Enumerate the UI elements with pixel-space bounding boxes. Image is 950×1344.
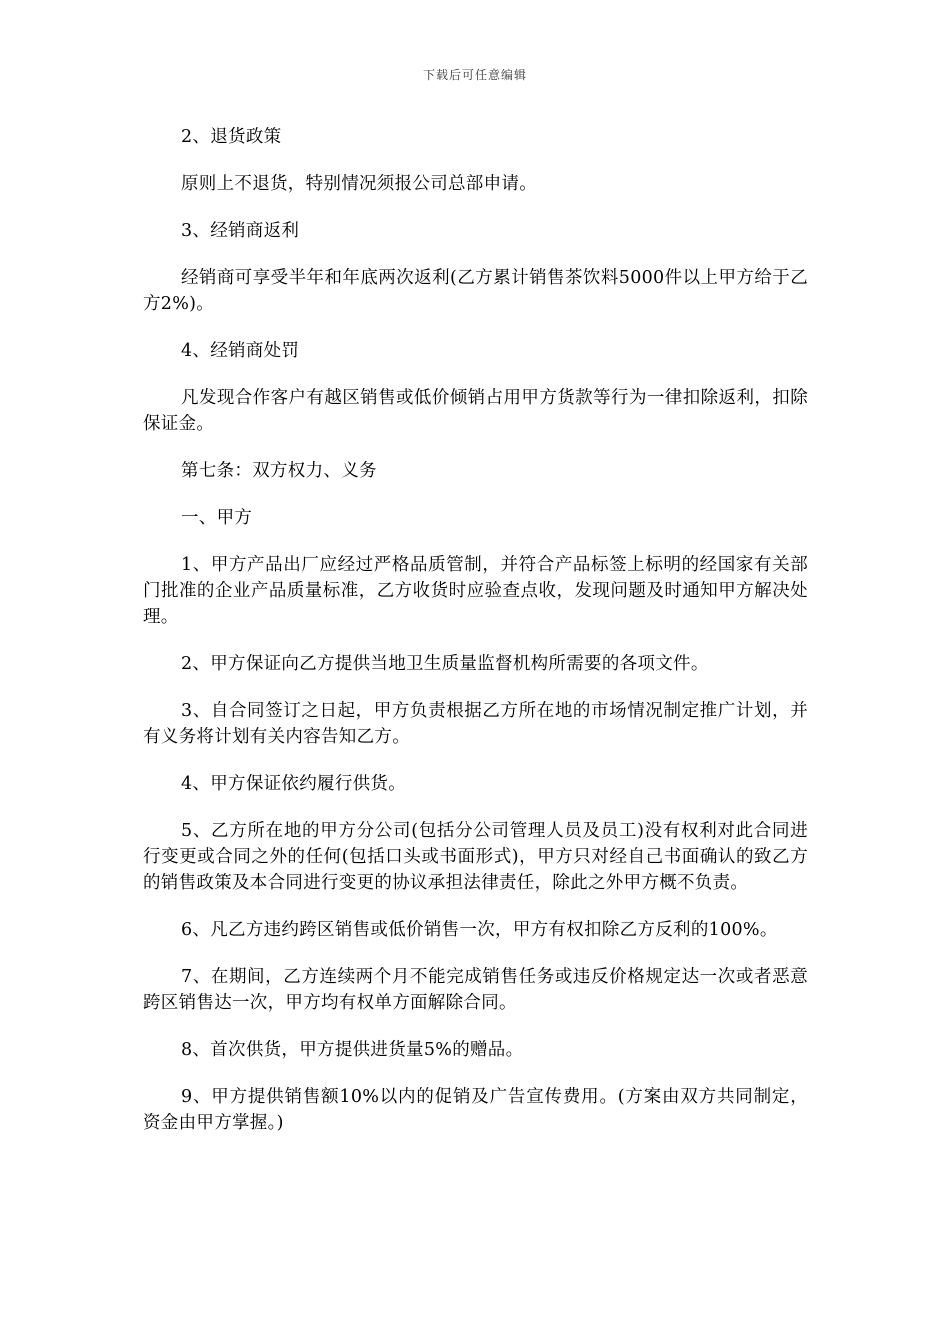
- clause-8: 8、首次供货，甲方提供进货量5%的赠品。: [181, 1040, 524, 1060]
- clause-9: 9、甲方提供销售额10%以内的促销及广告宣传费用。(方案由双方共同制定，资金由甲方掌握。): [143, 1087, 808, 1133]
- clause-6: 6、凡乙方违约跨区销售或低价销售一次，甲方有权扣除乙方反利的100%。: [181, 920, 778, 940]
- clause-2: 2、甲方保证向乙方提供当地卫生质量监督机构所需要的各项文件。: [181, 654, 709, 674]
- document-body: [143, 124, 808, 1157]
- clause-3: 3、自合同签订之日起，甲方负责根据乙方所在地的市场情况制定推广计划，并有义务将计划有关内容告知乙方。: [143, 701, 808, 747]
- page-header-note: 下载后可任意编辑: [422, 68, 527, 82]
- clause-7: 7、在期间，乙方连续两个月不能完成销售任务或违反价格规定达一次或者恶意跨区销售达一次，甲方均有权单方面解除合同。: [143, 967, 808, 1013]
- clause-1: 1、甲方产品出厂应经过严格品质管制，并符合产品标签上标明的经国家有关部门批准的企业产品质量标准，乙方收货时应验查点收，发现问题及时通知甲方解决处理。: [143, 555, 808, 627]
- paragraph-dealer-penalty: 凡发现合作客户有越区销售或低价倾销占用甲方货款等行为一律扣除返利，扣除保证金。: [143, 388, 808, 434]
- article-heading-rights-obligations: 第七条：双方权力、义务: [181, 461, 377, 481]
- section-heading-return-policy: 2、退货政策: [181, 127, 282, 147]
- clause-4: 4、甲方保证依约履行供货。: [181, 774, 407, 794]
- clause-5: 5、乙方所在地的甲方分公司(包括分公司管理人员及员工)没有权利对此合同进行变更或合同之外的任何(包括口头或书面形式)，甲方只对经自己书面确认的致乙方的销售政策及本合同进行变更的协议承担法律责任，除此之外甲方概不负责。: [143, 821, 808, 893]
- paragraph-return-policy: 原则上不退货，特别情况须报公司总部申请。: [181, 174, 537, 194]
- paragraph-dealer-rebate: 经销商可享受半年和年底两次返利(乙方累计销售茶饮料5000件以上甲方给于乙方2%)。: [143, 268, 808, 314]
- subheading-party-a: 一、甲方: [181, 508, 253, 528]
- section-heading-dealer-penalty: 4、经销商处罚: [181, 341, 300, 361]
- section-heading-dealer-rebate: 3、经销商返利: [181, 221, 300, 241]
